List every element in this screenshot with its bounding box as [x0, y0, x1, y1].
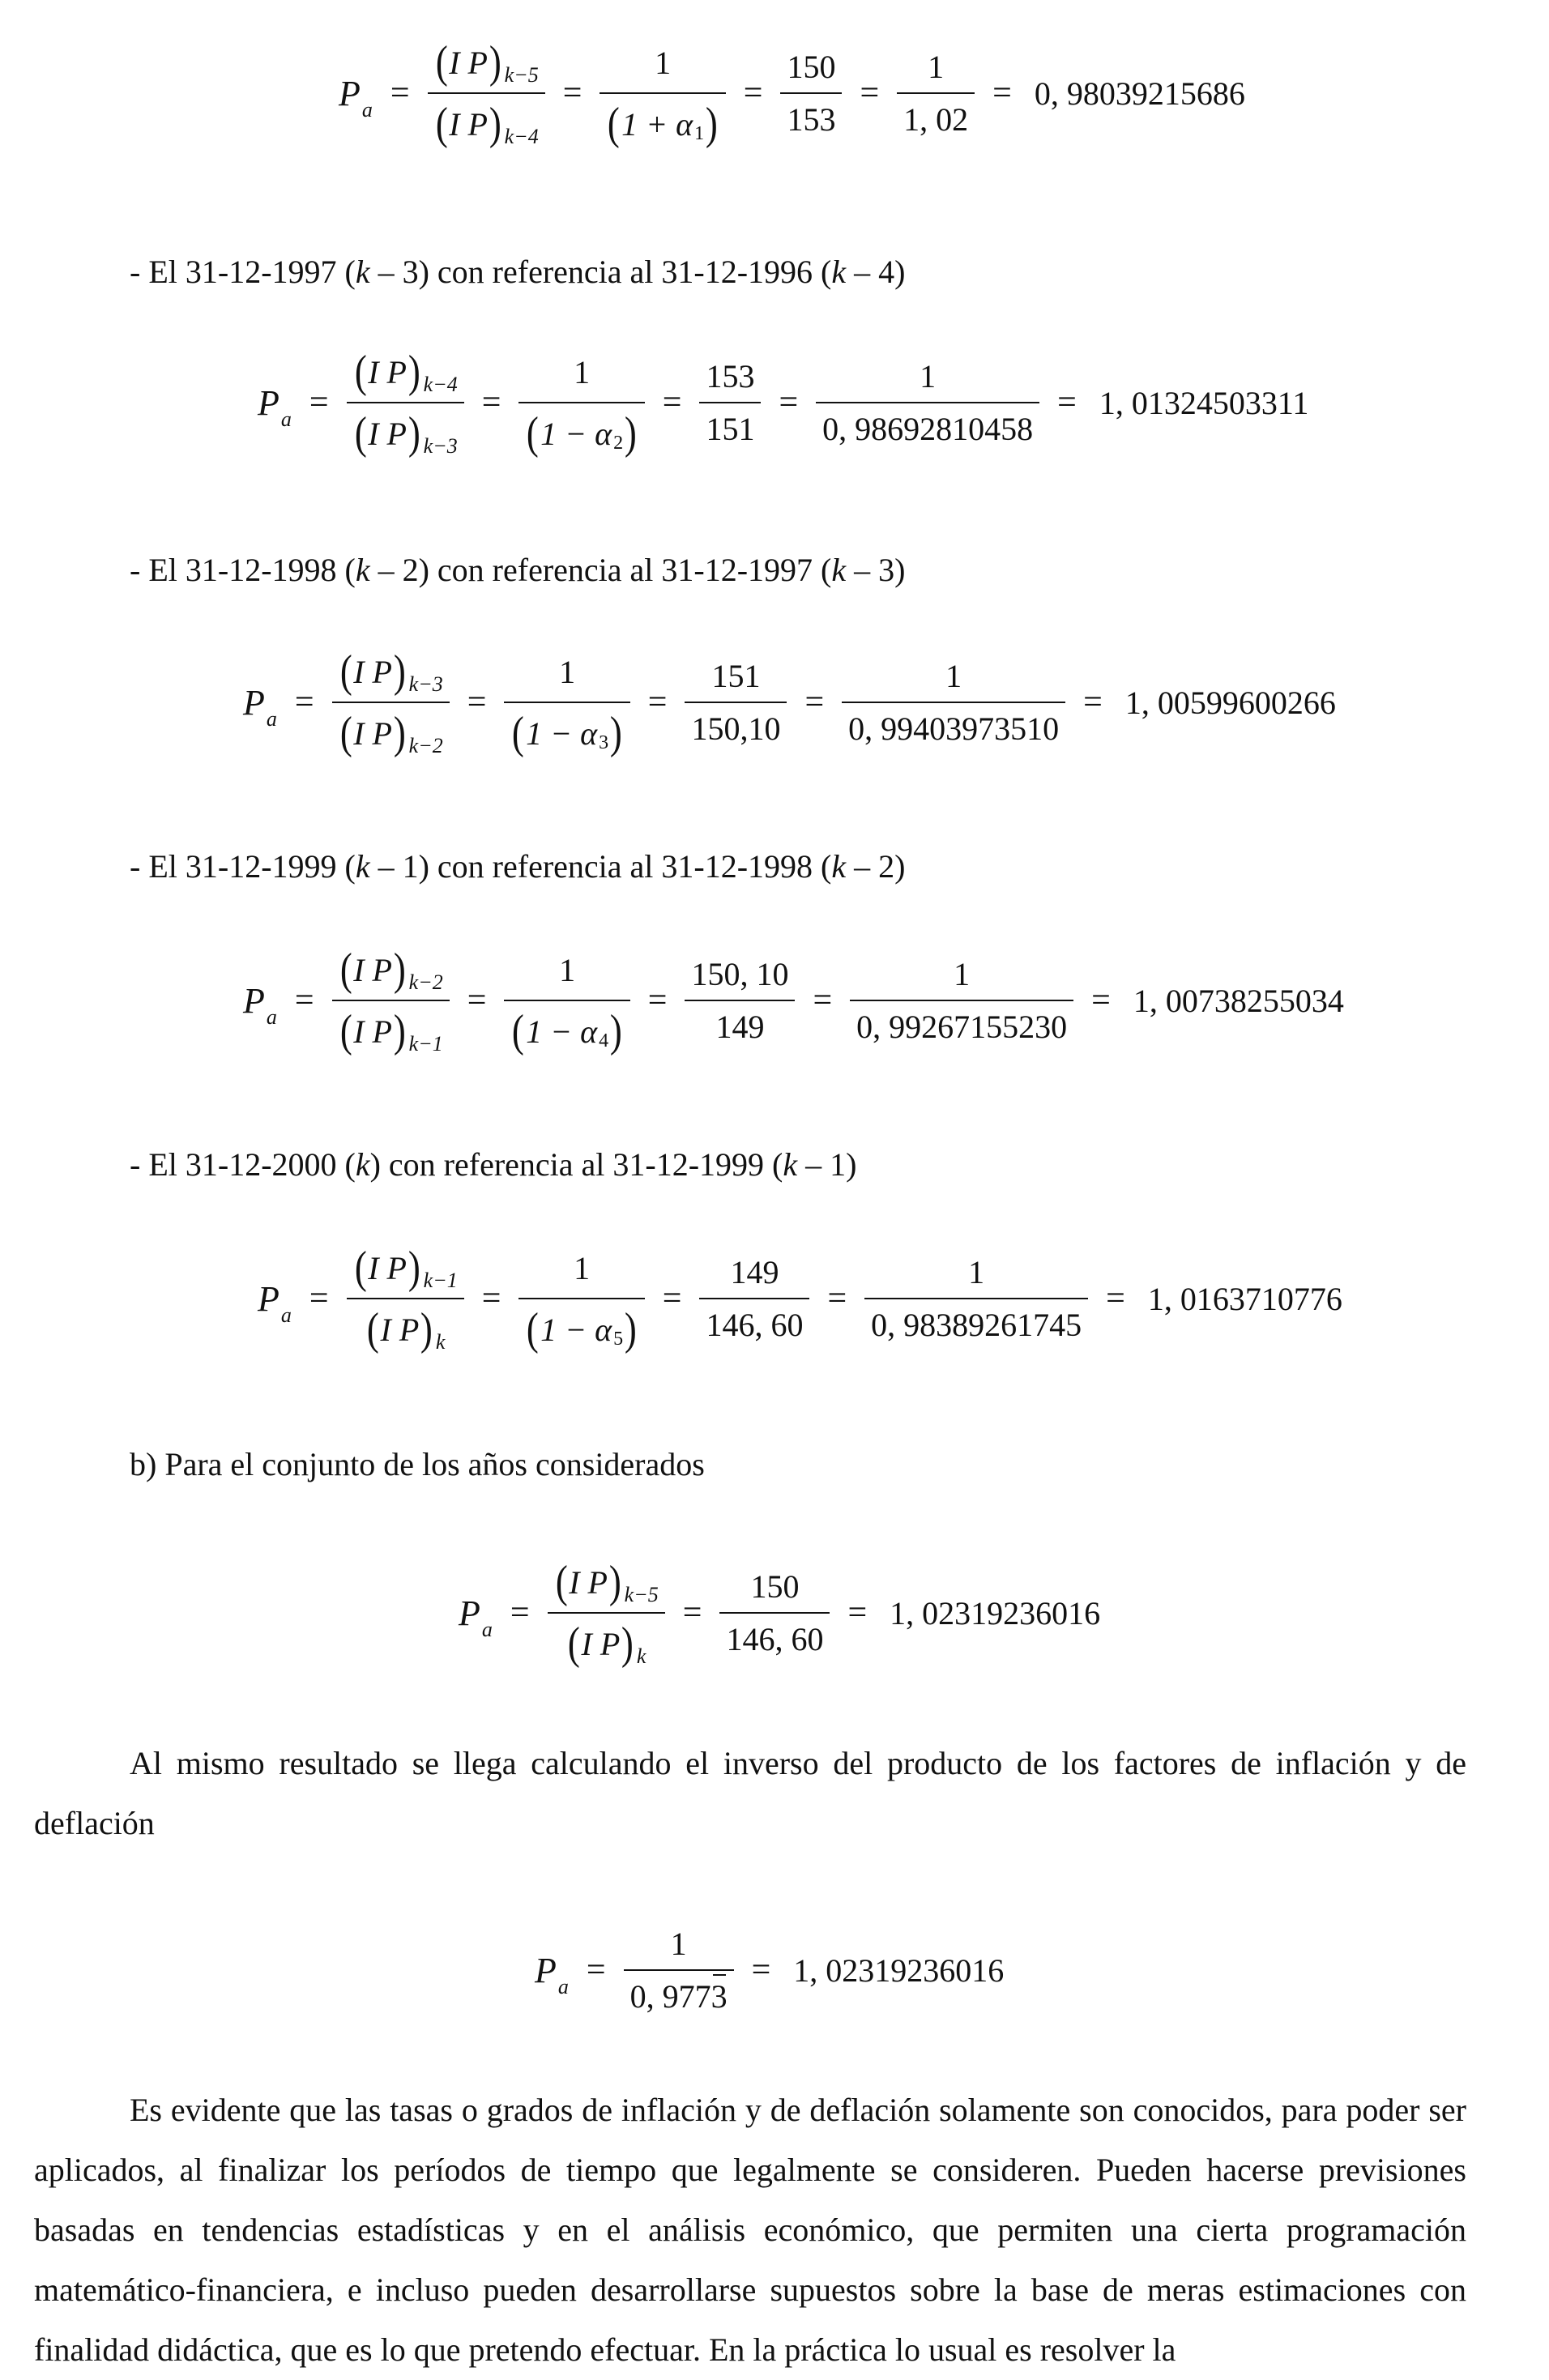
equation-section-b: P a = ( I P ) k−5 ( I P ) k = $\frac{150}{146, 60}$ = 1, 02319236016 [459, 1557, 1101, 1669]
fraction-alpha: 1 ( 1 + α 1 ) [600, 39, 725, 147]
result-value: 1, 00599600266 [1124, 684, 1336, 721]
result-value: 1, 02319236016 [890, 1594, 1101, 1631]
item-equation: P a = ( I P ) k−3 ( I P ) k−2 = 1 ( 1 − α 3 ) = $\frac{151}{150,10}$ = $\frac{1}{0, 99403973510}$ = 1, 00599600266 [243, 646, 1336, 758]
paragraph-1: Al mismo resultado se llega calculando el inverso del producto de los factores de inflación y de deflación [34, 1745, 1466, 1841]
lhs: P a [339, 73, 373, 122]
item-label: - El 31-12-1997 (k – 3) con referencia al 31-12-1996 (k – 4) [130, 254, 906, 290]
equation-header: P a = ( I P ) k−5 ( I P ) k−4 = 1 ( 1 + α 1 ) = $\frac{150}{153}$ = $\frac{1}{1, 02}$ = 0, 98039215686 [339, 37, 1245, 149]
result-value: 1, 01324503311 [1099, 384, 1309, 421]
result-value: 1, 02319236016 [793, 1951, 1005, 1989]
item-equation: P a = ( I P ) k−1 ( I P ) k = 1 ( 1 − α 5 ) = $\frac{149}{146, 60}$ = $\frac{1}{0, 98389261745}$ = 1, 0163710776 [258, 1243, 1342, 1354]
section-b-label: b) Para el conjunto de los años considerados [130, 1446, 705, 1482]
item-equation: P a = ( I P ) k−2 ( I P ) k−1 = 1 ( 1 − α 4 ) = $\frac{150, 10}{149}$ = $\frac{1}{0, 99267155230}$ = 1, 00738255034 [243, 945, 1344, 1056]
fraction-ip: ( I P ) k−5 ( I P ) k−4 [428, 39, 545, 147]
item-equation: P a = ( I P ) k−4 ( I P ) k−3 = 1 ( 1 − α 2 ) = $\frac{153}{151}$ = $\frac{1}{0, 98692810458}$ = 1, 01324503311 [258, 347, 1309, 459]
fraction-decimal: $\frac{1}{1, 02}$ [897, 48, 975, 139]
item-label: - El 31-12-1999 (k – 1) con referencia al 31-12-1998 (k – 2) [130, 848, 906, 885]
fraction-values: $\frac{150}{153}$ [780, 48, 842, 139]
result-value: 1, 00738255034 [1133, 982, 1344, 1019]
result-value: 0, 98039215686 [1034, 75, 1245, 112]
result-value: 1, 0163710776 [1147, 1280, 1342, 1317]
equation-final: P a = 1 0, 977 3 = 1, 02319236016 [535, 1926, 1005, 2015]
item-label: - El 31-12-2000 (k) con referencia al 31-12-1999 (k – 1) [130, 1146, 857, 1183]
paragraph-2: Es evidente que las tasas o grados de inflación y de deflación solamente son conocidos, para poder ser aplicados, al finalizar los períodos de tiempo que legalmente se consideren. Pueden hacerse previsiones basadas en tendencias estadísticas y en el análisis económico, que permiten una cierta programación matemático-financiera, e incluso pueden desarrollarse supuestos sobre la base de meras estimaciones con finalidad didáctica, que es lo que pretendo efectuar. En la práctica lo usual es resolver la [34, 2092, 1466, 2368]
item-label: - El 31-12-1998 (k – 2) con referencia al 31-12-1997 (k – 3) [130, 552, 906, 588]
